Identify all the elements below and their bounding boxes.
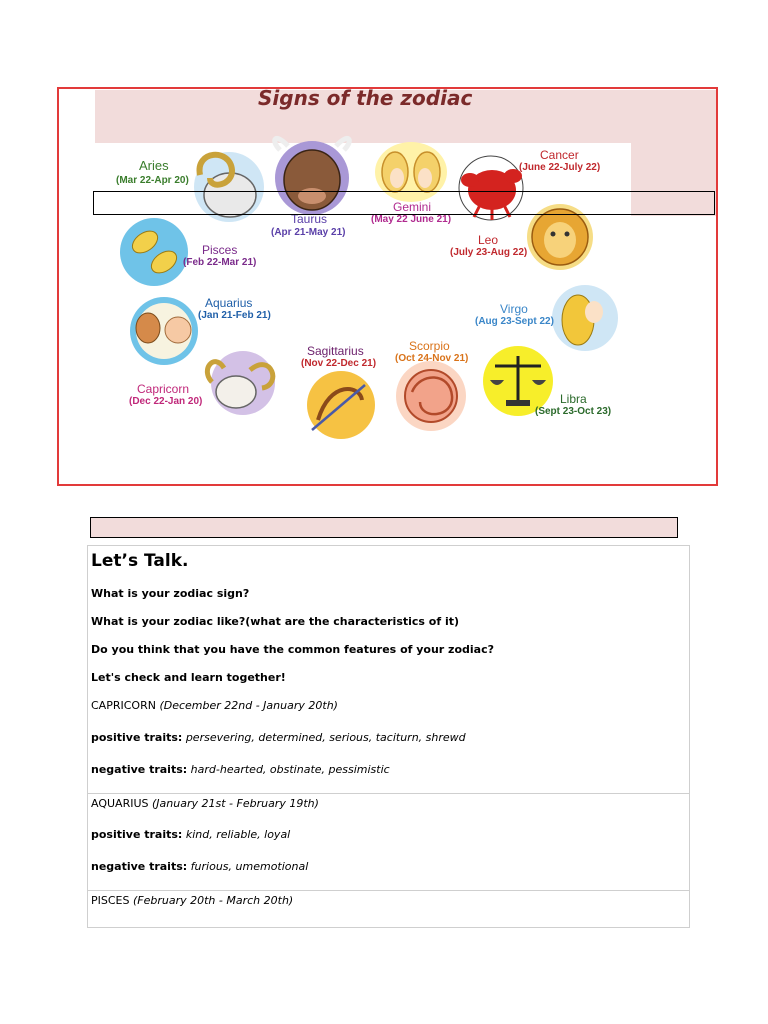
- table-row-divider: [88, 793, 689, 794]
- aquarius-heading: [91, 797, 319, 810]
- sign-name-scorpio: Scorpio: [409, 339, 450, 353]
- lets-talk-heading: Let’s Talk.: [91, 551, 189, 571]
- table-row-divider: [88, 890, 689, 891]
- empty-pink-bar: [90, 517, 678, 538]
- sign-dates-pisces: (Feb 22-Mar 21): [183, 257, 257, 268]
- capricorn-heading: [91, 699, 338, 712]
- illustration-title: Signs of the zodiac: [258, 86, 473, 110]
- sign-name-leo: Leo: [478, 233, 499, 247]
- sign-name-pisces: Pisces: [202, 243, 238, 257]
- negative-traits-text: furious, umemotional: [190, 860, 309, 873]
- question-2: What is your zodiac like?(what are the characteristics of it): [91, 615, 460, 628]
- positive-traits-label: positive traits:: [91, 828, 183, 841]
- positive-traits-text: persevering, determined, serious, taciturn, shrewd: [185, 731, 466, 744]
- sign-dates-cancer: (June 22-July 22): [519, 162, 601, 173]
- sign-dates-aries: (Mar 22-Apr 20): [116, 175, 189, 186]
- capricorn-name: CAPRICORN: [91, 699, 156, 712]
- pisces-name: PISCES: [91, 894, 130, 907]
- capricorn-positive: [91, 731, 466, 744]
- aquarius-dates: (January 21st - February 19th): [152, 797, 319, 810]
- question-3: Do you think that you have the common features of your zodiac?: [91, 643, 494, 656]
- sign-name-virgo: Virgo: [500, 302, 528, 316]
- sign-dates-sagittarius: (Nov 22-Dec 21): [301, 358, 377, 369]
- sign-dates-leo: (July 23-Aug 22): [450, 247, 528, 258]
- sign-name-sagittarius: Sagittarius: [307, 344, 364, 358]
- sign-name-taurus: Taurus: [291, 212, 328, 226]
- negative-traits-label: negative traits:: [91, 860, 188, 873]
- sign-name-capricorn: Capricorn: [137, 382, 190, 396]
- sign-dates-gemini: (May 22 June 21): [371, 214, 452, 225]
- capricorn-negative: [91, 763, 390, 776]
- pisces-dates: (February 20th - March 20th): [132, 894, 294, 907]
- sign-dates-capricorn: (Dec 22-Jan 20): [129, 396, 203, 407]
- positive-traits-text: kind, reliable, loyal: [185, 828, 291, 841]
- zodiac-illustration-frame: [57, 87, 718, 486]
- sign-name-aries: Aries: [139, 158, 169, 173]
- sign-name-cancer: Cancer: [540, 148, 579, 162]
- sign-dates-aquarius: (Jan 21-Feb 21): [198, 310, 271, 321]
- sign-name-libra: Libra: [560, 392, 587, 406]
- sign-name-gemini: Gemini: [393, 200, 432, 214]
- sign-dates-virgo: (Aug 23-Sept 22): [475, 316, 554, 327]
- sign-name-aquarius: Aquarius: [205, 296, 253, 310]
- sign-dates-libra: (Sept 23-Oct 23): [535, 406, 612, 417]
- sign-dates-taurus: (Apr 21-May 21): [271, 227, 346, 238]
- negative-traits-label: negative traits:: [91, 763, 188, 776]
- sign-dates-scorpio: (Oct 24-Nov 21): [395, 353, 469, 364]
- question-1: What is your zodiac sign?: [91, 587, 250, 600]
- capricorn-dates: (December 22nd - January 20th): [159, 699, 338, 712]
- aquarius-name: AQUARIUS: [91, 797, 149, 810]
- question-4: Let's check and learn together!: [91, 671, 286, 684]
- aquarius-positive: [91, 828, 290, 841]
- pisces-heading: [91, 894, 293, 907]
- aquarius-negative: [91, 860, 308, 873]
- negative-traits-text: hard-hearted, obstinate, pessimistic: [190, 763, 390, 776]
- positive-traits-label: positive traits:: [91, 731, 183, 744]
